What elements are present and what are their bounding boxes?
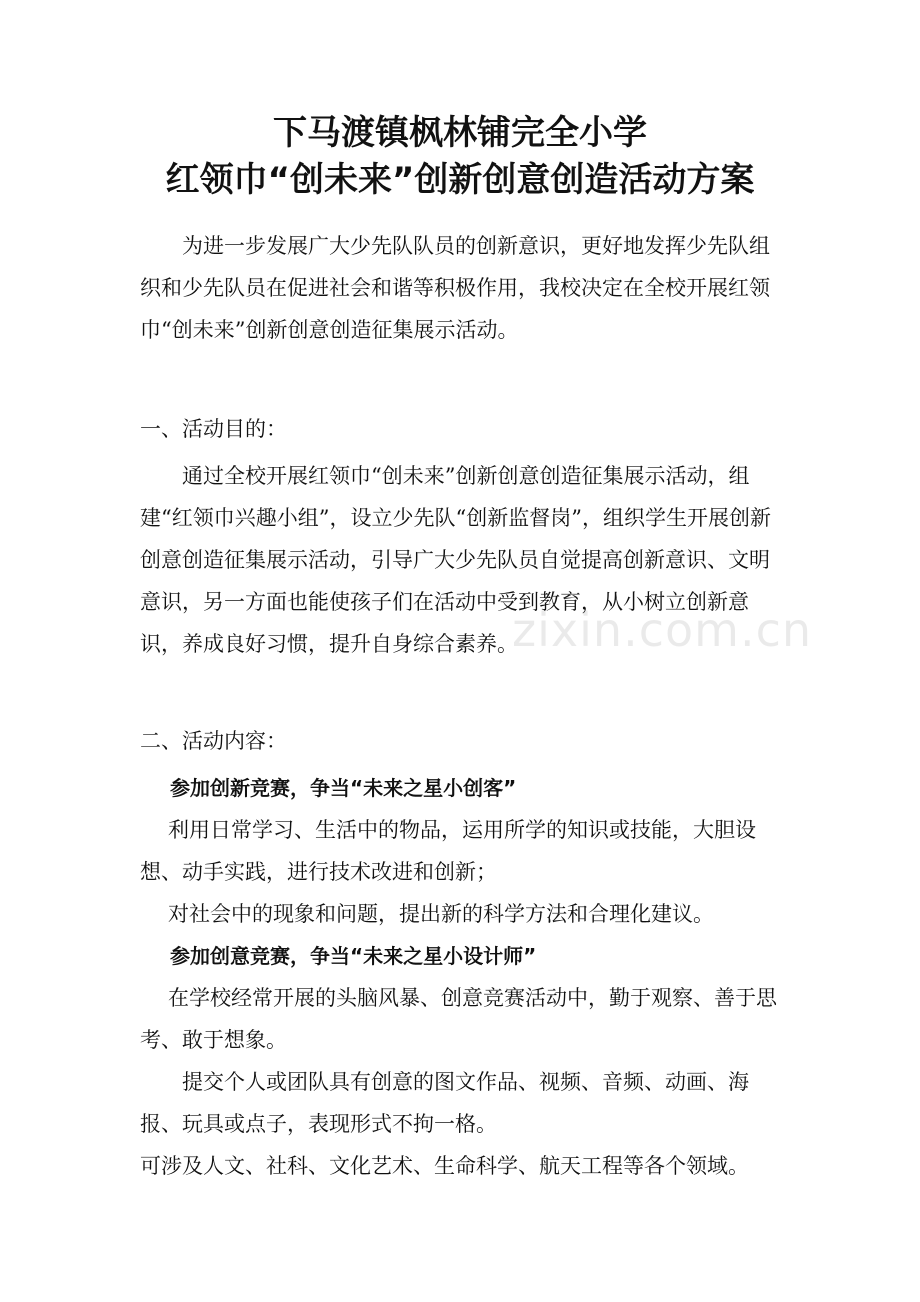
- subsection2-heading: 参加创意竞赛，争当“未来之星小设计师”: [170, 944, 537, 968]
- subsection1-paragraph1: 利用日常学习、生活中的物品，运用所学的知识或技能，大胆设想、动手实践，进行技术改进和创新；: [140, 818, 756, 884]
- subsection1-paragraph2: 对社会中的现象和问题，提出新的科学方法和合理化建议。: [168, 902, 714, 926]
- section1-heading: 一、活动目的：: [140, 417, 287, 441]
- subsection2-paragraph1: 在学校经常开展的头脑风暴、创意竞赛活动中，勤于观察、善于思考、敢于想象。: [140, 986, 777, 1052]
- subsection2-paragraph3: 可涉及人文、社科、文化艺术、生命科学、航天工程等各个领域。: [140, 1154, 749, 1178]
- section2-heading: 二、活动内容：: [140, 729, 287, 753]
- document-title-line2: 红领巾“创未来”创新创意创造活动方案: [165, 160, 755, 200]
- intro-paragraph: 为进一步发展广大少先队队员的创新意识，更好地发挥少先队组织和少先队员在促进社会和谐等积极作用，我校决定在全校开展红领巾“创未来”创新创意创造征集展示活动。: [140, 234, 770, 342]
- subsection1-heading: 参加创新竞赛，争当“未来之星小创客”: [170, 776, 517, 800]
- section1-paragraph: 通过全校开展红领巾“创未来”创新创意创造征集展示活动，组建“红领巾兴趣小组”，设立少先队“创新监督岗”，组织学生开展创新创意创造征集展示活动，引导广大少先队员自觉提高创新意识、文明意识，另一方面也能使孩子们在活动中受到教育，从小树立创新意识，养成良好习惯，提升自身综合素养。: [140, 464, 771, 656]
- subsection2-paragraph2: 提交个人或团队具有创意的图文作品、视频、音频、动画、海报、玩具或点子，表现形式不拘一格。: [140, 1070, 749, 1136]
- watermark: zixin.com.cn: [512, 603, 813, 657]
- document-title-line1: 下马渡镇枫林铺完全小学: [273, 113, 647, 153]
